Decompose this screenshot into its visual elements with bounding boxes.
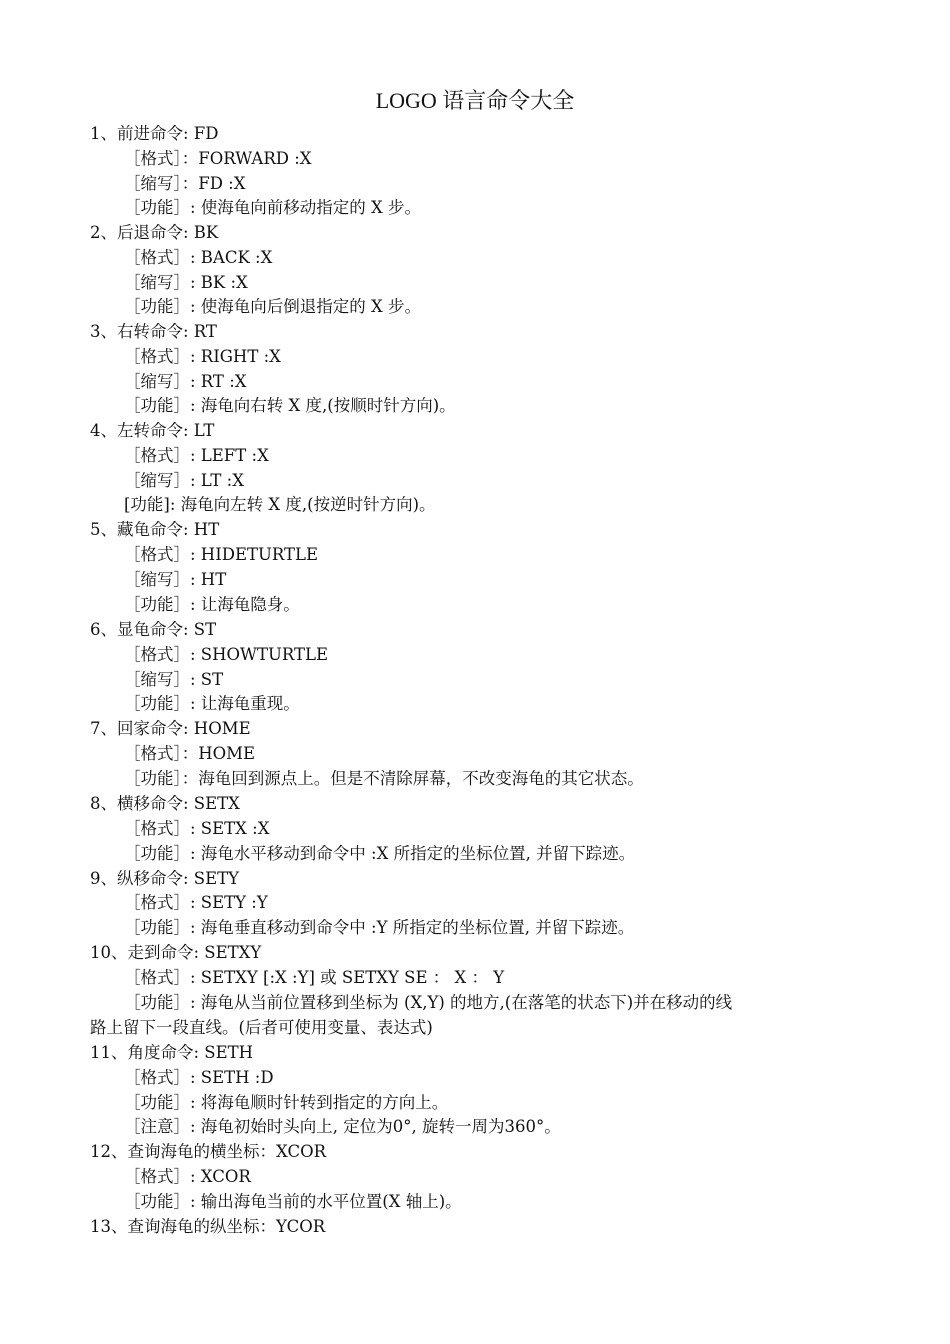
abbrev-line: ［缩写］: RT :X [124, 372, 247, 391]
format-line: ［格式］: HIDETURTLE [124, 545, 319, 564]
format-line: ［格式］: SETX :X [124, 819, 270, 838]
command-heading: 12、查询海龟的横坐标：XCOR [90, 1142, 327, 1161]
function-line: ［功能］：海龟回到源点上。但是不清除屏幕，不改变海龟的其它状态。 [124, 769, 644, 788]
format-line: ［格式］：HOME [124, 744, 256, 763]
page-title: LOGO 语言命令大全 [375, 88, 575, 113]
command-heading: 2、后退命令: BK [90, 223, 219, 242]
command-heading: 9、纵移命令: SETY [90, 869, 240, 888]
format-line: ［格式］: RIGHT :X [124, 347, 281, 366]
function-line: ［功能］: 海龟向右转 X 度,(按顺时针方向)。 [124, 396, 456, 415]
function-line: ［功能］: 海龟垂直移动到命令中 :Y 所指定的坐标位置, 并留下踪迹。 [124, 918, 635, 937]
function-line: ［功能］: 海龟从当前位置移到坐标为 (X,Y) 的地方,(在落笔的状态下)并在移动的线 [124, 993, 733, 1012]
format-line: ［格式］: SETXY [:X :Y] 或 SETXY SE ： X ： Y [124, 968, 505, 987]
command-heading: 6、显龟命令: ST [90, 620, 217, 639]
command-heading: 8、横移命令: SETX [90, 794, 240, 813]
function-line: ［功能］: 海龟水平移动到命令中 :X 所指定的坐标位置, 并留下踪迹。 [124, 844, 636, 863]
format-line: ［格式］：FORWARD :X [124, 149, 312, 168]
command-heading: 11、角度命令: SETH [90, 1043, 254, 1062]
command-heading: 5、藏龟命令: HT [90, 520, 220, 539]
format-line: ［格式］: LEFT :X [124, 446, 269, 465]
format-line: ［格式］: SETH :D [124, 1068, 274, 1087]
format-line: ［格式］: XCOR [124, 1167, 251, 1186]
command-heading: 1、前进命令: FD [90, 124, 219, 143]
function-line: [功能]: 海龟向左转 X 度,(按逆时针方向)。 [124, 495, 436, 514]
abbrev-line: ［缩写］: LT :X [124, 471, 244, 490]
function-line: ［功能］: 让海龟隐身。 [124, 595, 300, 614]
format-line: ［格式］: SHOWTURTLE [124, 645, 329, 664]
abbrev-line: ［缩写］: HT [124, 570, 227, 589]
format-line: ［格式］: BACK :X [124, 248, 273, 267]
format-line: ［格式］: SETY :Y [124, 893, 268, 912]
abbrev-line: ［缩写］: ST [124, 670, 224, 689]
command-heading: 10、走到命令: SETXY [90, 943, 262, 962]
abbrev-line: ［缩写］：FD :X [124, 174, 246, 193]
command-heading: 4、左转命令: LT [90, 421, 215, 440]
abbrev-line: ［缩写］: BK :X [124, 273, 248, 292]
note-line: ［注意］: 海龟初始时头向上, 定位为0°, 旋转一周为360°。 [124, 1117, 561, 1136]
command-heading: 3、右转命令: RT [90, 322, 217, 341]
function-line: ［功能］: 使海龟向后倒退指定的 X 步。 [124, 297, 422, 316]
function-line: ［功能］: 输出海龟当前的水平位置(X 轴上)。 [124, 1192, 462, 1211]
command-heading: 7、回家命令: HOME [90, 719, 251, 738]
function-line: ［功能］: 让海龟重现。 [124, 694, 300, 713]
command-heading: 13、查询海龟的纵坐标：YCOR [90, 1217, 326, 1236]
function-line: ［功能］: 使海龟向前移动指定的 X 步。 [124, 198, 422, 217]
function-line-continued: 路上留下一段直线。(后者可使用变量、表达式) [90, 1018, 433, 1037]
function-line: ［功能］: 将海龟顺时针转到指定的方向上。 [124, 1093, 449, 1112]
